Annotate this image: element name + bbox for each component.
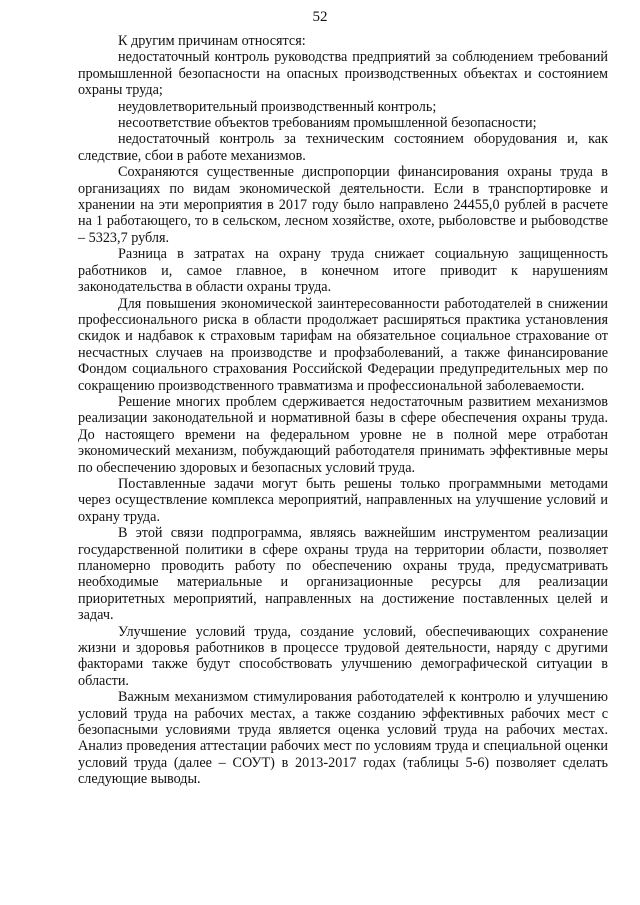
paragraph: К другим причинам относятся: xyxy=(118,33,306,49)
paragraph: Для повышения экономической заинтересованности работодателей в снижении профессионального риска в области продолжает расширяться практика установления скидок и надбавок к страховым тарифам на обязательное социальное страхование от несчастных случаев на производстве и профзаболеваний, а также финансирование Фондом социального страхования Российской Федерации предупредительных мер по сокращению производственного травматизма и профессиональной заболеваемости. xyxy=(78,295,608,394)
paragraph: Улучшение условий труда, создание условий, обеспечивающих сохранение жизни и здоровья работников в процессе трудовой деятельности, наряду с другими факторами также будут способствовать улучшению демографической ситуации в области. xyxy=(78,623,608,689)
paragraph: Важным механизмом стимулирования работодателей к контролю и улучшению условий труда на рабочих местах, а также созданию эффективных рабочих мест с безопасными условиями труда является оценка условий труда на рабочих местах. Анализ проведения аттестации рабочих мест по условиям труда и специальной оценки условий труда (далее – СОУТ) в 2013-2017 годах (таблицы 5-6) позволяет сделать следующие выводы. xyxy=(78,689,608,788)
page-number: 52 xyxy=(312,9,328,25)
paragraph: недостаточный контроль за техническим состоянием оборудования и, как следствие, сбои в работе механизмов. xyxy=(78,131,608,164)
paragraph: Разница в затратах на охрану труда снижает социальную защищенность работников и, самое главное, в конечном итоге приводит к нарушениям законодательства в области охраны труда. xyxy=(78,246,608,296)
paragraph: В этой связи подпрограмма, являясь важнейшим инструментом реализации государственной политики в сфере охраны труда на территории области, позволяет планомерно проводить работу по обеспечению охраны труда, предусматривать необходимые материальные и организационные ресурсы для реализации приоритетных мероприятий, направленных на достижение поставленных целей и задач. xyxy=(78,525,608,624)
paragraph: Решение многих проблем сдерживается недостаточным развитием механизмов реализации законодательной и нормативной базы в сфере обеспечения охраны труда. До настоящего времени на федеральном уровне не в полной мере отработан экономический механизм, побуждающий работодателя принимать эффективные меры по обеспечению здоровых и безопасных условий труда. xyxy=(78,393,608,476)
paragraph: несоответствие объектов требованиям промышленной безопасности; xyxy=(118,115,537,132)
paragraph: Поставленные задачи могут быть решены только программными методами через осуществление комплекса мероприятий, направленных на улучшение условий и охрану труда. xyxy=(78,475,608,525)
paragraph: неудовлетворительный производственный контроль; xyxy=(118,98,437,115)
body-text xyxy=(78,33,608,788)
paragraph: недостаточный контроль руководства предприятий за соблюдением требований промышленной безопасности на опасных производственных объектах и состоянием охраны труда; xyxy=(78,49,608,99)
paragraph: Сохраняются существенные диспропорции финансирования охраны труда в организациях по видам экономической деятельности. Если в транспортировке и хранении на эти мероприятия в 2017 году было направлено 24455,0 рублей в расчете на 1 работающего, то в сельском, лесном хозяйстве, охоте, рыболовстве и рыбоводстве – 5323,7 рубля. xyxy=(78,164,608,246)
